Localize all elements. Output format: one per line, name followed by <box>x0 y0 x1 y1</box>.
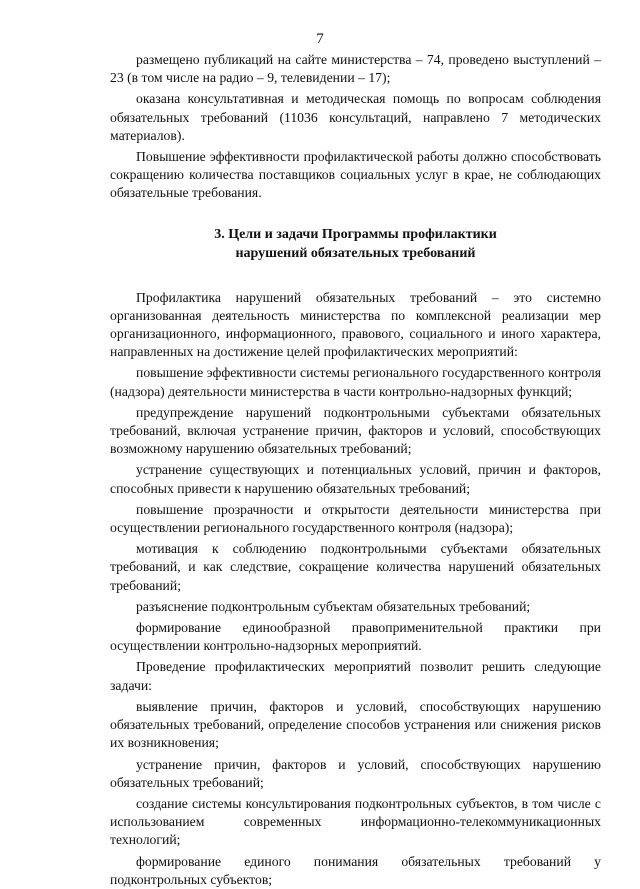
task-item-common-understanding: формирование единого понимания обязательных требований у подконтрольных субъектов; <box>110 853 601 887</box>
heading-gap <box>110 263 601 289</box>
goal-item-efficiency: повышение эффективности системы регионального государственного контроля (надзора) деятельности министерства в части контрольно-надзорных функций; <box>110 365 601 399</box>
body-paragraph-definition: Профилактика нарушений обязательных требований – это системно организованная деятельность министерства по комплексной реализации мер организационного, информационного, правового, социального и иного характера, направленных на достижение целей профилактических мероприятий: <box>110 289 601 360</box>
intro-paragraph-consultations: оказана консультативная и методическая помощь по вопросам соблюдения обязательных требований (11036 консультаций, направлено 7 методических материалов). <box>110 91 601 143</box>
task-item-consulting-system: создание системы консультирования подконтрольных субъектов, в том числе с использованием современных информационно-телекоммуникационных технологий; <box>110 795 601 848</box>
tasks-intro-paragraph: Проведение профилактических мероприятий позволит решить следующие задачи: <box>110 659 601 693</box>
goal-item-transparency: повышение прозрачности и открытости деятельности министерства при осуществлении регионального государственного контроля (надзора); <box>110 501 601 536</box>
section-heading <box>110 225 601 263</box>
intro-paragraph-publications: размещено публикаций на сайте министерства – 74, проведено выступлений – 23 (в том числе на радио – 9, телевидении – 17); <box>110 52 601 86</box>
intro-paragraph-efficiency: Повышение эффективности профилактической работы должно способствовать сокращению количества поставщиков социальных услуг в крае, не соблюдающих обязательные требования. <box>110 149 601 201</box>
section-heading-line-1: 3. Цели и задачи Программы профилактики <box>214 226 497 242</box>
page-number: 7 <box>316 31 324 47</box>
goal-item-elimination: устранение существующих и потенциальных условий, причин и факторов, способных привести к нарушению обязательных требований; <box>110 462 601 496</box>
page-content <box>110 51 601 889</box>
goal-item-explanation: разъяснение подконтрольным субъектам обязательных требований; <box>136 598 531 614</box>
task-item-elimination: устранение причин, факторов и условий, способствующих нарушению обязательных требований; <box>110 756 601 790</box>
goal-item-prevention: предупреждение нарушений подконтрольными субъектами обязательных требований, включая устранение причин, факторов и условий, способствующих возможному нарушению обязательных требований; <box>110 404 601 457</box>
section-heading-line-2: нарушений обязательных требований <box>235 245 476 261</box>
section-gap <box>110 203 601 225</box>
task-item-identification: выявление причин, факторов и условий, способствующих нарушению обязательных требований, определение способов устранения или снижения рисков их возникновения; <box>110 698 601 751</box>
goal-item-uniform-practice: формирование единообразной правоприменительной практики при осуществлении контрольно-надзорных мероприятий. <box>110 620 601 654</box>
goal-item-motivation: мотивация к соблюдению подконтрольными субъектами обязательных требований, и как следствие, сокращение количества нарушений обязательных требований; <box>110 541 601 593</box>
